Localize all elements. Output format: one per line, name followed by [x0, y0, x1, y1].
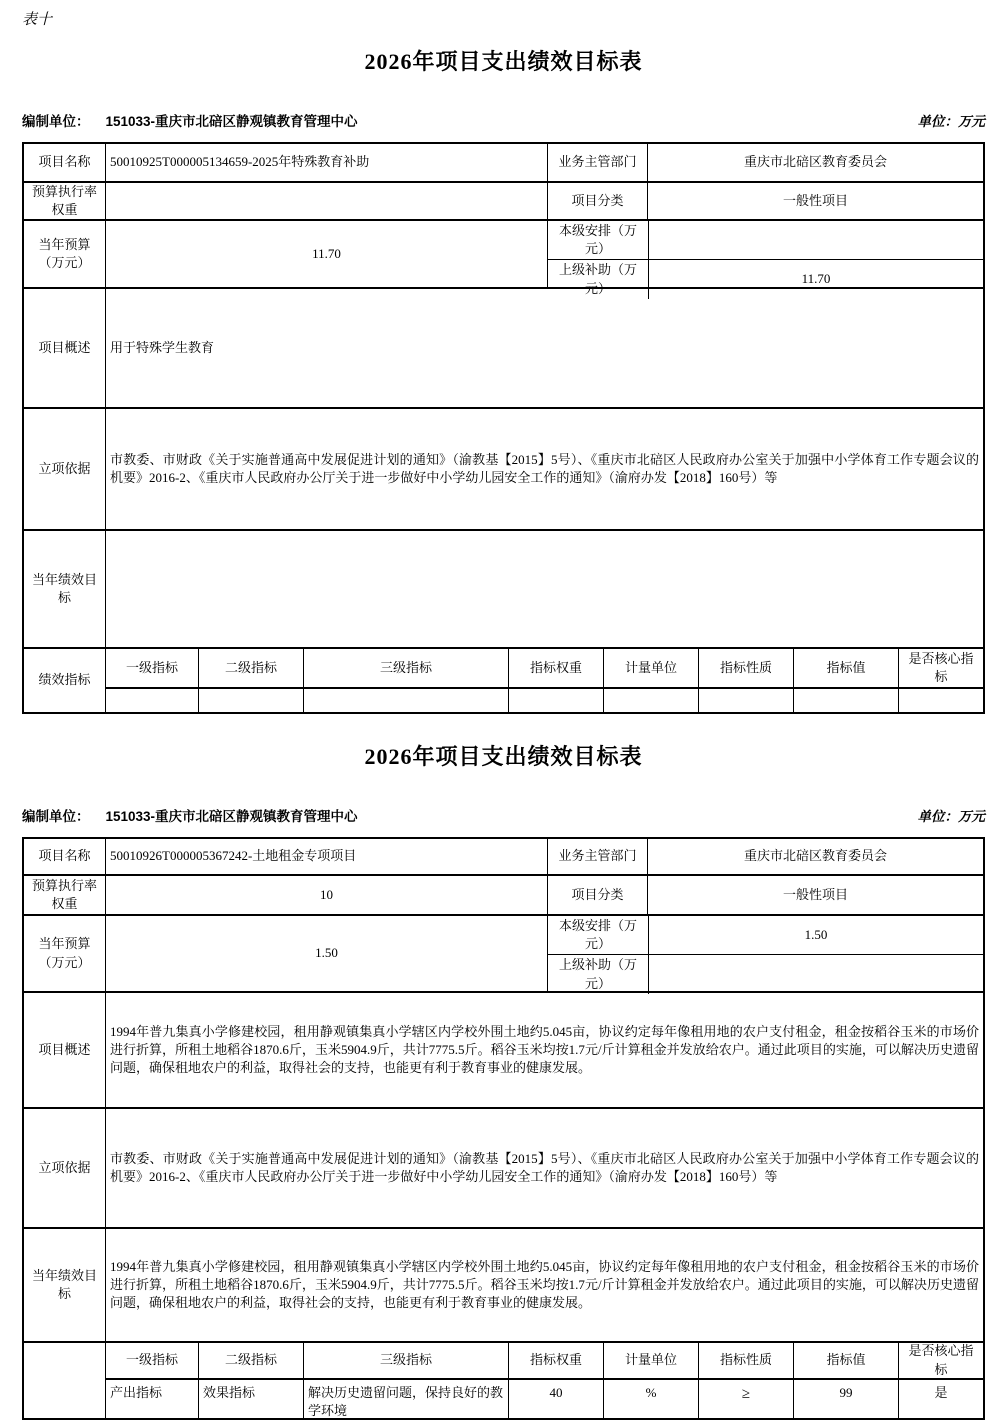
performance-table-1	[22, 142, 985, 714]
indicator-header-cell: 计量单位	[603, 1343, 698, 1378]
table-row	[24, 1227, 983, 1341]
local-arrangement-label: 本级安排（万元）	[558, 918, 637, 952]
table-subrow	[548, 916, 983, 954]
upper-subsidy-value: 11.70	[648, 260, 983, 298]
indicator-cell: 解决历史遗留问题，保持良好的教学环境	[303, 1380, 508, 1418]
table-row	[24, 874, 983, 914]
indicator-header-cell: 指标权重	[508, 1343, 603, 1378]
indicator-cell	[898, 689, 983, 712]
category-value: 一般性项目	[647, 183, 983, 219]
table-row	[24, 144, 983, 181]
indicators-grid	[105, 649, 983, 712]
upper-subsidy-label: 上级补助（万元）	[558, 957, 637, 991]
annual-goal-value: 1994年普九集真小学修建校园，租用静观镇集真小学辖区内学校外围土地约5.045亩，协议约定每年像租用地的农户支付租金，租金按稻谷玉米的市场价进行折算，所租土地稻谷1870.6斤，玉米5904.9斤，共计7775.5斤。稻谷玉米均按1.7元/斤计算租金并发放给农户。通过此项目的实施，可以解决历史遗留问题，确保租地农户的利益，取得社会的支持，也能更有利于教育事业的健康发展。	[105, 1229, 983, 1341]
budget-breakdown	[547, 916, 983, 991]
project-name-value: 50010926T000005367242-土地租金专项项目	[105, 839, 547, 874]
category-value: 一般性项目	[647, 876, 983, 914]
table-row	[24, 181, 983, 219]
dept-label: 业务主管部门	[547, 839, 647, 874]
indicator-cell: 产出指标	[110, 1385, 163, 1400]
project-name-label: 项目名称	[38, 154, 91, 170]
indicator-cell: ≥	[698, 1380, 793, 1418]
dept-label: 业务主管部门	[547, 144, 647, 181]
overview-value: 用于特殊学生教育	[105, 289, 983, 407]
overview-label: 项目概述	[38, 1041, 91, 1057]
indicator-cell	[603, 689, 698, 712]
annual-budget-label: 当年预算（万元）	[38, 936, 91, 970]
indicator-header-cell: 指标值	[793, 649, 898, 687]
performance-table-2	[22, 837, 985, 1420]
basis-label: 立项依据	[38, 460, 91, 476]
indicators-label	[24, 1343, 105, 1418]
table-row	[24, 287, 983, 407]
indicator-header-cell: 指标性质	[698, 649, 793, 687]
indicator-cell	[508, 689, 603, 712]
prep-unit-label: 编制单位：	[22, 114, 90, 129]
indicator-cell: 40	[508, 1380, 603, 1418]
indicator-cell	[303, 689, 508, 712]
exec-rate-weight-label: 预算执行率权重	[31, 183, 97, 217]
exec-rate-weight-value	[105, 183, 547, 219]
indicator-cell	[198, 689, 303, 712]
exec-rate-weight-value: 10	[105, 876, 547, 914]
indicator-header-cell: 指标性质	[698, 1343, 793, 1378]
basis-label: 立项依据	[38, 1159, 91, 1175]
indicator-header-cell: 一级指标	[125, 659, 178, 675]
prep-unit-value: 151033-重庆市北碚区静观镇教育管理中心	[105, 114, 358, 129]
project-name-value: 50010925T000005134659-2025年特殊教育补助	[105, 144, 547, 181]
indicator-cell	[793, 689, 898, 712]
annual-budget-label: 当年预算（万元）	[38, 236, 91, 270]
indicator-cell	[106, 689, 198, 712]
indicator-cell	[698, 689, 793, 712]
upper-subsidy-label: 上级补助（万元）	[558, 262, 637, 296]
table-row	[24, 991, 983, 1107]
table-subrow	[548, 221, 983, 259]
indicator-header-cell: 是否核心指标	[898, 649, 983, 687]
basis-value: 市教委、市财政《关于实施普通高中发展促进计划的通知》（渝教基【2015】5号）、《重庆市北碚区人民政府办公室关于加强中小学体育工作专题会议的机要》2016-2、《重庆市人民政府办公厅关于进一步做好中小学幼儿园安全工作的通知》（渝府办发【2018】160号）等	[105, 409, 983, 529]
indicator-header-row	[106, 1343, 983, 1378]
table-row	[24, 839, 983, 874]
corner-label: 表十	[22, 10, 53, 28]
prep-unit	[22, 805, 358, 825]
indicators-block	[24, 647, 983, 712]
table-row	[24, 914, 983, 991]
annual-budget-value: 1.50	[105, 916, 547, 991]
annual-goal-label: 当年绩效目标	[31, 1267, 97, 1301]
table-subrow	[548, 954, 983, 993]
indicator-header-cell: 一级指标	[125, 1352, 178, 1368]
prep-unit-label: 编制单位：	[22, 809, 90, 824]
indicators-block	[24, 1341, 983, 1418]
indicator-cell: 99	[793, 1380, 898, 1418]
indicator-cell: %	[603, 1380, 698, 1418]
table-row	[24, 1107, 983, 1227]
category-label: 项目分类	[547, 876, 647, 914]
annual-budget-value: 11.70	[105, 221, 547, 287]
category-label: 项目分类	[547, 183, 647, 219]
table-row	[24, 407, 983, 529]
table-row	[24, 219, 983, 296]
document-sheet	[22, 0, 985, 1420]
dept-value: 重庆市北碚区教育委员会	[647, 839, 983, 874]
exec-rate-weight-label: 预算执行率权重	[31, 877, 97, 911]
indicator-data-row	[106, 687, 983, 712]
indicator-header-cell: 三级指标	[303, 649, 508, 687]
upper-subsidy-value	[648, 955, 983, 993]
table-row	[24, 529, 983, 647]
page-title: 2026年项目支出绩效目标表	[364, 744, 643, 769]
indicator-header-cell: 二级指标	[198, 649, 303, 687]
indicators-grid	[105, 1343, 983, 1418]
overview-label: 项目概述	[38, 339, 91, 355]
unit-note: 单位：万元	[917, 114, 985, 130]
basis-value: 市教委、市财政《关于实施普通高中发展促进计划的通知》（渝教基【2015】5号）、《重庆市北碚区人民政府办公室关于加强中小学体育工作专题会议的机要》2016-2、《重庆市人民政府办公厅关于进一步做好中小学幼儿园安全工作的通知》（渝府办发【2018】160号）等	[105, 1109, 983, 1227]
indicator-header-row	[106, 649, 983, 687]
indicator-cell: 是	[898, 1380, 983, 1418]
budget-breakdown	[547, 221, 983, 296]
indicator-header-cell: 是否核心指标	[898, 1343, 983, 1378]
indicators-label: 绩效指标	[38, 672, 91, 688]
unit-note: 单位：万元	[917, 809, 985, 825]
indicator-data-row	[106, 1378, 983, 1418]
page-title: 2026年项目支出绩效目标表	[364, 49, 643, 74]
indicator-cell: 效果指标	[198, 1380, 303, 1418]
dept-value: 重庆市北碚区教育委员会	[647, 144, 983, 181]
overview-value: 1994年普九集真小学修建校园，租用静观镇集真小学辖区内学校外围土地约5.045亩，协议约定每年像租用地的农户支付租金，租金按稻谷玉米的市场价进行折算，所租土地稻谷1870.6斤，玉米5904.9斤，共计7775.5斤。稻谷玉米均按1.7元/斤计算租金并发放给农户。通过此项目的实施，可以解决历史遗留问题，确保租地农户的利益，取得社会的支持，也能更有利于教育事业的健康发展。	[105, 993, 983, 1107]
annual-goal-value	[105, 531, 983, 647]
indicator-header-cell: 指标权重	[508, 649, 603, 687]
local-arrangement-value	[648, 221, 983, 259]
indicator-header-cell: 二级指标	[198, 1343, 303, 1378]
prep-unit-value: 151033-重庆市北碚区静观镇教育管理中心	[105, 809, 358, 824]
indicator-header-cell: 指标值	[793, 1343, 898, 1378]
annual-goal-label: 当年绩效目标	[31, 571, 97, 605]
local-arrangement-value: 1.50	[648, 916, 983, 954]
indicator-header-cell: 三级指标	[303, 1343, 508, 1378]
meta-line	[22, 110, 985, 130]
prep-unit	[22, 110, 358, 130]
project-name-label: 项目名称	[38, 848, 91, 864]
meta-line	[22, 805, 985, 825]
local-arrangement-label: 本级安排（万元）	[558, 223, 637, 257]
indicator-header-cell: 计量单位	[603, 649, 698, 687]
